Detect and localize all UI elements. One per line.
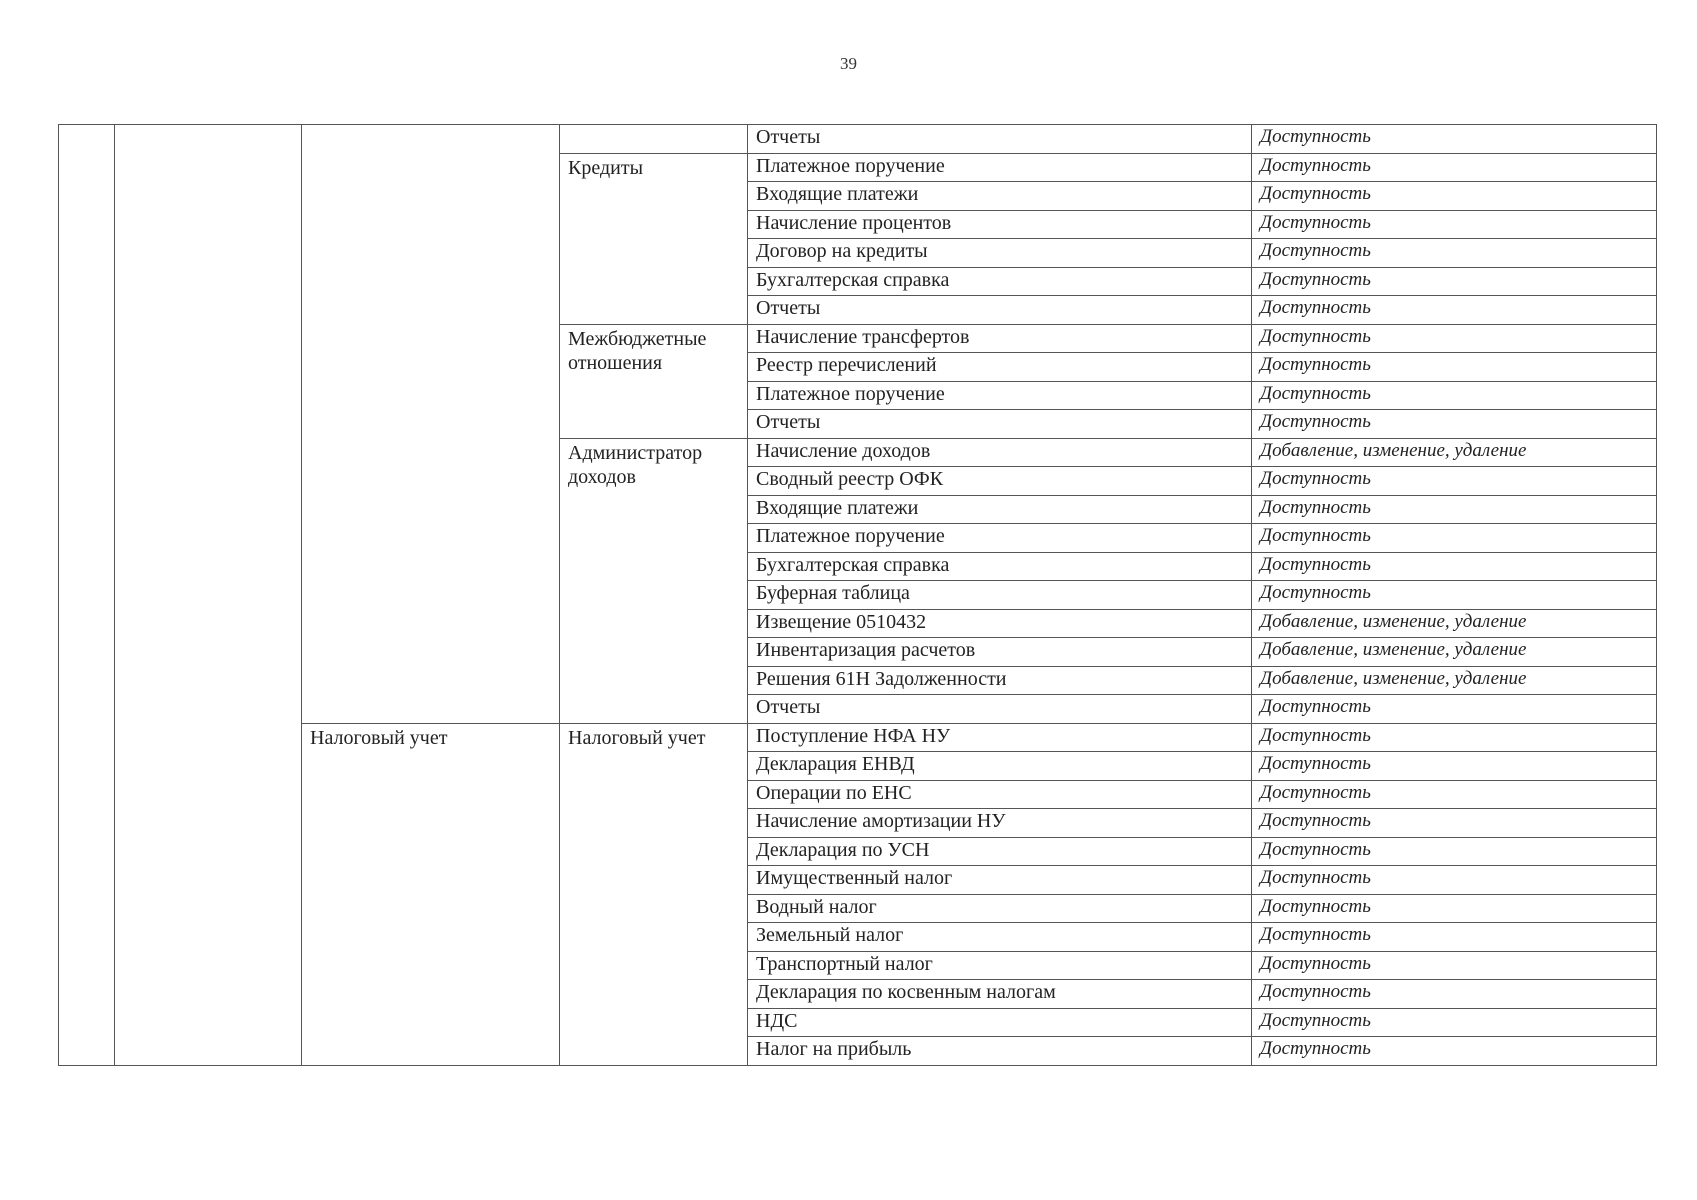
document-cell: Декларация по УСН — [748, 837, 1252, 866]
document-cell: Земельный налог — [748, 923, 1252, 952]
access-cell: Доступность — [1252, 1037, 1657, 1066]
access-cell: Доступность — [1252, 723, 1657, 752]
access-cell: Доступность — [1252, 353, 1657, 382]
page-number: 39 — [840, 54, 857, 73]
access-cell: Доступность — [1252, 410, 1657, 439]
access-cell: Доступность — [1252, 752, 1657, 781]
document-cell: Транспортный налог — [748, 951, 1252, 980]
document-cell: НДС — [748, 1008, 1252, 1037]
document-cell: Декларация по косвенным налогам — [748, 980, 1252, 1009]
document-cell: Отчеты — [748, 125, 1252, 154]
document-cell: Имущественный налог — [748, 866, 1252, 895]
access-cell: Доступность — [1252, 125, 1657, 154]
document-cell: Входящие платежи — [748, 182, 1252, 211]
access-cell: Доступность — [1252, 923, 1657, 952]
access-cell: Доступность — [1252, 324, 1657, 353]
section-cell: Администратор доходов — [560, 438, 748, 723]
access-cell: Доступность — [1252, 524, 1657, 553]
access-cell: Доступность — [1252, 780, 1657, 809]
document-cell: Операции по ЕНС — [748, 780, 1252, 809]
document-cell: Отчеты — [748, 296, 1252, 325]
access-cell: Доступность — [1252, 239, 1657, 268]
document-cell: Платежное поручение — [748, 381, 1252, 410]
document-cell: Налог на прибыль — [748, 1037, 1252, 1066]
access-cell: Доступность — [1252, 1008, 1657, 1037]
document-cell: Начисление процентов — [748, 210, 1252, 239]
access-cell: Доступность — [1252, 467, 1657, 496]
document-cell: Начисление доходов — [748, 438, 1252, 467]
section-cell — [560, 125, 748, 154]
module-cell: Налоговый учет — [302, 723, 560, 1065]
table-row — [59, 125, 1657, 154]
document-cell: Платежное поручение — [748, 524, 1252, 553]
access-cell: Доступность — [1252, 809, 1657, 838]
access-cell: Доступность — [1252, 951, 1657, 980]
role-cell — [115, 125, 302, 1066]
access-cell: Доступность — [1252, 894, 1657, 923]
document-cell: Декларация ЕНВД — [748, 752, 1252, 781]
access-cell: Добавление, изменение, удаление — [1252, 638, 1657, 667]
section-cell: Налоговый учет — [560, 723, 748, 1065]
document-cell: Бухгалтерская справка — [748, 552, 1252, 581]
access-cell: Доступность — [1252, 267, 1657, 296]
access-cell: Доступность — [1252, 837, 1657, 866]
document-cell: Поступление НФА НУ — [748, 723, 1252, 752]
access-cell: Доступность — [1252, 866, 1657, 895]
access-cell: Доступность — [1252, 153, 1657, 182]
access-cell: Доступность — [1252, 381, 1657, 410]
access-cell: Доступность — [1252, 296, 1657, 325]
document-cell: Реестр перечислений — [748, 353, 1252, 382]
index-cell — [59, 125, 115, 1066]
document-cell: Бухгалтерская справка — [748, 267, 1252, 296]
access-cell: Доступность — [1252, 210, 1657, 239]
document-cell: Отчеты — [748, 410, 1252, 439]
document-cell: Извещение 0510432 — [748, 609, 1252, 638]
access-cell: Добавление, изменение, удаление — [1252, 609, 1657, 638]
document-cell: Водный налог — [748, 894, 1252, 923]
section-cell: Кредиты — [560, 153, 748, 324]
access-cell: Доступность — [1252, 980, 1657, 1009]
section-cell: Межбюджетные отношения — [560, 324, 748, 438]
document-cell: Входящие платежи — [748, 495, 1252, 524]
access-cell: Доступность — [1252, 182, 1657, 211]
document-cell: Платежное поручение — [748, 153, 1252, 182]
document-cell: Сводный реестр ОФК — [748, 467, 1252, 496]
access-cell: Добавление, изменение, удаление — [1252, 666, 1657, 695]
module-cell — [302, 125, 560, 724]
document-cell: Буферная таблица — [748, 581, 1252, 610]
access-cell: Доступность — [1252, 552, 1657, 581]
access-cell: Добавление, изменение, удаление — [1252, 438, 1657, 467]
document-cell: Договор на кредиты — [748, 239, 1252, 268]
document-cell: Инвентаризация расчетов — [748, 638, 1252, 667]
document-cell: Начисление трансфертов — [748, 324, 1252, 353]
permissions-table — [58, 124, 1657, 1066]
access-cell: Доступность — [1252, 695, 1657, 724]
access-cell: Доступность — [1252, 581, 1657, 610]
document-cell: Решения 61Н Задолженности — [748, 666, 1252, 695]
document-cell: Отчеты — [748, 695, 1252, 724]
document-cell: Начисление амортизации НУ — [748, 809, 1252, 838]
access-cell: Доступность — [1252, 495, 1657, 524]
permissions-table-body — [59, 125, 1657, 1066]
